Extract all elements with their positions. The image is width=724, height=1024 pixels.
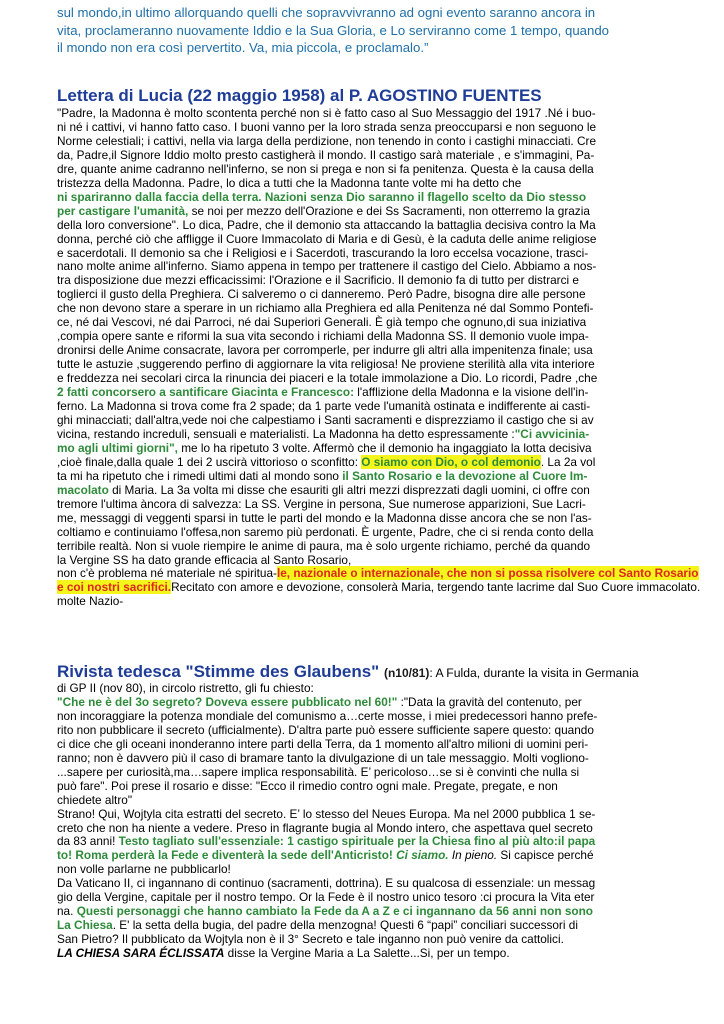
text-line: nano molte anime all'inferno. Siamo appena in tempo per trattenere il castigo del Cielo. Abbiamo a nos- <box>57 259 597 274</box>
text-line <box>57 835 683 849</box>
text-line: ni né i cattivi, vi hanno fatto caso. I buoni vanno per la loro strada senza preoccuparsi e non seguono le <box>57 119 597 134</box>
text-line <box>57 849 683 863</box>
highlight-green: to! Roma perderà la Fede e diventerà la sede dell'Anticristo! <box>57 848 393 863</box>
text-run: da 83 anni! <box>57 834 119 849</box>
text-line <box>57 484 683 498</box>
text-run: . E' la setta della bugia, del padre della menzogna! Questi 6 “papi” conciliari successori di <box>112 918 578 933</box>
text-line <box>57 442 683 456</box>
intro-line: vita, proclameranno nuovamente Iddio e la Sua Gloria, e Lo serviranno come 1 tempo, quando <box>57 22 610 38</box>
emphasis-caps: LA CHIESA SARA ÉCLISSATA <box>57 946 225 961</box>
text-run: disse la Vergine Maria a La Salette...Si, per un tempo. <box>224 946 510 961</box>
text-line: dre, quante anime cadranno nell'inferno, se non si prega e non si fa penitenza. Questa è la causa della <box>57 161 594 176</box>
text-line: Strano! Qui, Wojtyla cita estratti del secreto. E’ lo stesso del Neues Europa. Ma nel 2000 pubblica 1 se- <box>57 806 596 821</box>
highlight-green: Testo tagliato sull'essenziale: 1 castigo spirituale per la Chiesa fino al più alto:il papa <box>118 834 596 849</box>
highlight-yellow: O siamo con Dio, o col demonio <box>361 454 541 469</box>
text-run: :"Data la gravità del contenuto, per <box>397 694 582 709</box>
text-line: terribile realtà. Non si vuole riempire le anime di paura, ma è solo urgente richiamo, perché da quando <box>57 538 591 553</box>
highlight-green: mo agli ultimi giorni", <box>57 440 178 455</box>
text-line: donna, perché ciò che affligge il Cuore Immacolato di Maria e di Gesù, è la caduta delle anime religiose <box>57 231 597 246</box>
text-run: vicina, restando increduli, sensuali e materialisti. La Madonna ha detto espressamente : <box>57 426 515 441</box>
text-line: ce, né dai Vescovi, né dai Parroci, né dai Superiori Generali. È già tempo che ognuno,di sua iniziativa <box>57 315 587 330</box>
section-title-stimme <box>57 662 639 683</box>
text-line: e freddezza nei secolari circa la rinuncia dei piaceri e la totale immolazione a Dio. Lo ricordi, Padre ,che <box>57 371 598 386</box>
text-line <box>57 566 699 581</box>
text-line: creto che non ha niente a vedere. Preso in flagrante bugia al Mondo intero, che aspettava quel secreto <box>57 820 593 835</box>
text-line: della loro conversione". Lo dica, Padre, che il demonio sta attaccando la battaglia decisiva contro la Ma <box>57 217 596 232</box>
text-run: tristezza della Madonna. Padre, lo dica a tutti che la Madonna tante volte mi ha detto che <box>57 175 522 190</box>
text-line: dronirsi delle Anime consacrate, lavora per corromperle, per indurre gli altri alla impenitenza finale; usa <box>57 343 593 358</box>
text-run: Recitato con amore e devozione, consolerà Maria, tergendo tante lacrime dal Suo Cuore immacolato. <box>171 580 701 595</box>
text-line: tremore l'ultima àncora di salvezza: La SS. Vergine in persona, Sue numerose apparizioni, Sue Lacri- <box>57 496 586 511</box>
highlight-green: macolato <box>57 482 109 497</box>
text-line: tutte le astuzie ,suggerendo perfino di aggiornare la vita religiosa! Ne proviene sterilità alla vita interiore <box>57 357 595 372</box>
text-run: me lo ha ripetuto 3 volte. Affermò che il demonio ha ingaggiato la lotta decisiva <box>177 440 592 455</box>
text-line: tra disposizione due mezzi efficacissimi: l'Orazione e il Sacrificio. Il demonio fa di tutto per distrarci e <box>57 273 579 288</box>
text-line: ghi minacciati; dall'altra,vede noi che calpestiamo i Santi sacramenti e disprezziamo il castigo che si av <box>57 412 594 427</box>
text-line <box>57 905 683 919</box>
title-issue: (n10/81) <box>383 666 430 680</box>
text-run: . La 2a vol <box>540 454 596 469</box>
text-line: chiedete altro" <box>57 792 133 807</box>
text-line: Norme celestiali; i cattivi, nella via larga della perdizione, non tenendo in conto i castighi minacciati. Cre <box>57 133 596 148</box>
text-line: può fare". Poi prese il rosario e disse: "Ecco il rimedio contro ogni male. Pregate, pregate, e non <box>57 778 558 793</box>
text-line: ...sapere per curiosità,ma…sapere implica responsabilità. E’ pericoloso…se si è convinti che nulla si <box>57 764 580 779</box>
text-line <box>57 696 683 710</box>
highlight-green: 2 fatti concorsero a santificare Giacinta e Francesco: <box>57 385 355 400</box>
text-line: ranno; non è davvero più il caso di bramare tanto la divulgazione di un tale messaggio. Molti vogliono- <box>57 750 589 765</box>
emphasis-green: Ci siamo. <box>392 848 449 863</box>
text-line: coltiamo e continuiamo l'offesa,non saremo più perdonati. È urgente, Padre, che ci si renda conto della <box>57 524 594 539</box>
highlight-green: Questi personaggi che hanno cambiato la Fede da A a Z e ci ingannano da 56 anni non sono <box>76 904 593 919</box>
title-main: Rivista tedesca "Stimme des Glaubens" <box>57 662 380 681</box>
text-line <box>57 456 683 470</box>
text-run: Si capisce perché <box>497 848 594 863</box>
highlight-red: le, nazionale o internazionale, che non si possa risolvere col Santo Rosario <box>276 566 699 581</box>
intro-line: sul mondo,in ultimo allorquando quelli che sopravvivranno ad ogni evento saranno ancora in <box>57 5 596 20</box>
text-run: se noi per mezzo dell'Orazione e dei Ss Sacramenti, non otterremo la grazia <box>188 203 590 218</box>
text-line: non incoraggiare la potenza mondiale del comunismo a…certe mosse, i miei predecessori hanno prefe- <box>57 708 598 723</box>
section-title-lucia-letter: Lettera di Lucia (22 maggio 1958) al P. AGOSTINO FUENTES <box>57 86 542 105</box>
title-tail: : A Fulda, durante la visita in Germania <box>429 666 639 680</box>
text-line <box>57 205 683 219</box>
text-line: ,compia opere sante e riformi la sua vita secondo i richiami della Madonna SS. Il demonio vuole impa- <box>57 329 589 344</box>
text-line: toglierci il gusto della Preghiera. Ci salveremo o ci danneremo. Però Padre, bisogna dire alle persone <box>57 287 586 302</box>
text-line: gio della Vergine, capitale per il nostro tempo. Or la Fede è il nostro unico tesoro :ci procura la Vita eter <box>57 890 595 905</box>
text-line: San Pietro? Il pubblicato da Wojtyla non è il 3° Secreto e tale inganno non può venire da cattolici. <box>57 932 564 947</box>
text-line: non volle parlarne ne pubblicarlo! <box>57 862 231 877</box>
text-line <box>57 177 683 191</box>
highlight-red: e coi nostri sacrifici. <box>57 580 172 595</box>
intro-line: il mondo non era così pervertito. Va, mia piccola, e proclamalo.” <box>57 40 429 56</box>
emphasis-italic: In pieno. <box>448 848 498 863</box>
stimme-body <box>57 682 683 961</box>
highlight-green: per castigare l'umanità, <box>57 203 189 218</box>
highlight-green: "Ci avvicinia- <box>514 426 590 441</box>
text-line: "Padre, la Madonna è molto scontenta perché non si è fatto caso al Suo Messaggio del 1917 .Né i buo- <box>57 106 596 120</box>
highlight-green: il Santo Rosario e la devozione al Cuore Im- <box>342 468 588 483</box>
text-line <box>57 947 683 961</box>
text-run: di Maria. La 3a volta mi disse che esauriti gli altri mezzi disprezzati dagli uomini, ci offre con <box>108 482 590 497</box>
text-line: me, messaggi di veggenti sparsi in tutte le parti del mondo e la Madonna disse ancora che se non l'as- <box>57 510 592 525</box>
text-line: che non devono stare a sperare in un richiamo alla Preghiera ed alla Penitenza né dal Sommo Pontefi- <box>57 301 594 316</box>
text-run: l'afflizione della Madonna e la visione dell'in- <box>354 385 589 400</box>
highlight-green: "Che ne è del 3o segreto? Doveva essere pubblicato nel 60!" <box>57 694 398 709</box>
text-line: e sacerdotali. Il demonio sa che i Religiosi e i Sacerdoti, trascurando la loro eccelsa vocazione, trasci- <box>57 245 589 260</box>
text-line <box>57 919 683 933</box>
lucia-letter-body <box>57 106 701 609</box>
text-line: ci dice che gli oceani inonderanno intere parti della Terra, da 1 momento all'altro milioni di uomini peri- <box>57 736 589 751</box>
text-line: ferno. La Madonna si trova come fra 2 spade; da 1 parte vede l'umanità ostinata e indifferente ai casti- <box>57 399 591 414</box>
text-line <box>57 428 683 442</box>
text-line: la Vergine SS ha dato grande efficacia al Santo Rosario, <box>57 552 352 567</box>
text-run: non c'è problema né materiale né spiritua- <box>57 566 277 581</box>
text-line <box>57 470 683 484</box>
text-run: na. <box>57 904 77 919</box>
text-line: Da Vaticano II, ci ingannano di continuo (sacramenti, dottrina). E su qualcosa di essenziale: un messag <box>57 876 596 891</box>
text-line: molte Nazio- <box>57 594 124 609</box>
text-line <box>57 580 701 595</box>
intro-paragraph <box>57 4 677 57</box>
text-line: da, Padre,il Signore Iddio molto presto castigherà il mondo. Il castigo sarà materiale , e s'immagini, Pa- <box>57 147 595 162</box>
text-run: ta mi ha ripetuto che i rimedi ultimi dati al mondo sono <box>57 468 343 483</box>
text-run: ,cioè finale,dalla quale 1 dei 2 uscirà vittorioso o sconfitto: <box>57 454 362 469</box>
text-line: rito non pubblicare il secreto (ufficialmente). D'altra parte può essere sufficiente sapere questo: quando <box>57 722 594 737</box>
highlight-green: La Chiesa <box>57 918 113 933</box>
text-line: di GP II (nov 80), in circolo ristretto, gli fu chiesto: <box>57 681 314 695</box>
highlight-green-line: ni spariranno dalla faccia della terra. Nazioni senza Dio saranno il flagello scelto da Dio stesso <box>57 189 587 204</box>
text-line <box>57 386 683 400</box>
